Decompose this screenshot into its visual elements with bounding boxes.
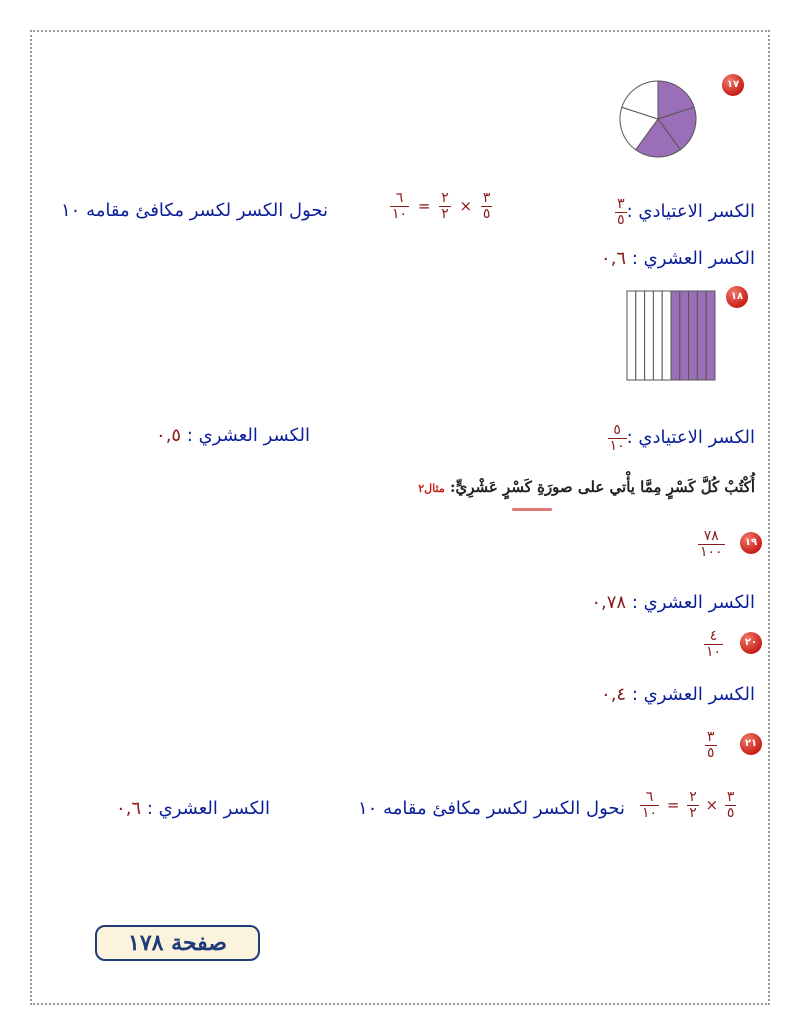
strip (627, 291, 636, 380)
strip-shaded (706, 291, 715, 380)
numerator: ٣ (617, 196, 625, 212)
underline-mark (512, 508, 552, 511)
question-badge-19: ١٩ (740, 532, 762, 554)
q19-decimal-label: الكسر العشري : (631, 592, 755, 613)
q17-decimal-row (601, 248, 755, 269)
q18-decimal-label: الكسر العشري : (186, 425, 310, 446)
strip-shaded (697, 291, 706, 380)
question-badge-17: ١٧ (722, 74, 744, 96)
strip-shaded (689, 291, 698, 380)
q20-decimal-label: الكسر العشري : (631, 684, 755, 705)
q21-decimal-value: ٠,٦ (116, 798, 142, 819)
q21-decimal-label: الكسر العشري : (146, 798, 270, 819)
page-number-box (95, 925, 260, 961)
strip (662, 291, 671, 380)
q18-decimal-row (156, 425, 310, 446)
q21-equation: $\frac{٦}{١٠}$ = $\frac{٢}{٢}$ × $\frac{٣}{٥}$ (642, 789, 735, 821)
q17-fraction-label: الكسر الاعتيادي : (626, 201, 755, 223)
pie-diagram-17 (612, 78, 704, 160)
instruction-text: أُكْتُبْ كُلَّ كَسْرٍ مِمَّا يأْتي على صورَةِ كَسْرٍ عَشْرِيٍّ: (449, 478, 755, 496)
q18-fraction-row (608, 423, 755, 453)
q19-decimal-row (591, 592, 755, 613)
question-badge-21: ٢١ (740, 733, 762, 755)
question-badge-18: ١٨ (726, 286, 748, 308)
q19-decimal-value: ٠,٧٨ (591, 592, 627, 613)
page-border (30, 30, 770, 1005)
strip-shaded (671, 291, 680, 380)
strip-shaded (680, 291, 689, 380)
q18-decimal-value: ٠,٥ (156, 425, 182, 446)
q17-equation: $\frac{٦}{١٠}$ = $\frac{٢}{٢}$ × $\frac{٣}{٥}$ (392, 190, 491, 222)
strip-diagram-18 (626, 290, 718, 382)
instruction-line (418, 478, 755, 496)
strip (653, 291, 662, 380)
strip (636, 291, 645, 380)
q20-fraction: $\frac{٤}{١٠}$ (706, 628, 722, 660)
q18-fraction-label: الكسر الاعتيادي : (626, 427, 755, 449)
page-number: صفحة ١٧٨ (128, 930, 227, 956)
q21-note: نحول الكسر لكسر مكافئ مقامه ١٠ (358, 798, 625, 819)
q17-fraction (615, 197, 627, 227)
q20-decimal-row (601, 684, 755, 705)
strip (645, 291, 654, 380)
question-badge-20: ٢٠ (740, 632, 762, 654)
q17-decimal-value: ٠,٦ (601, 248, 627, 269)
q17-decimal-label: الكسر العشري : (631, 248, 755, 269)
q18-fraction: $\frac{٥}{١٠}$ (609, 422, 625, 454)
denominator: ٥ (617, 211, 625, 228)
q21-fraction: $\frac{٣}{٥}$ (707, 729, 715, 761)
example-ref: مثال٢ (418, 482, 445, 495)
q17-note: نحول الكسر لكسر مكافئ مقامه ١٠ (61, 200, 328, 221)
q19-fraction: $\frac{٧٨}{١٠٠}$ (700, 528, 723, 560)
q21-decimal-row (116, 798, 270, 819)
q20-decimal-value: ٠,٤ (601, 684, 627, 705)
q17-fraction-row (615, 197, 755, 227)
